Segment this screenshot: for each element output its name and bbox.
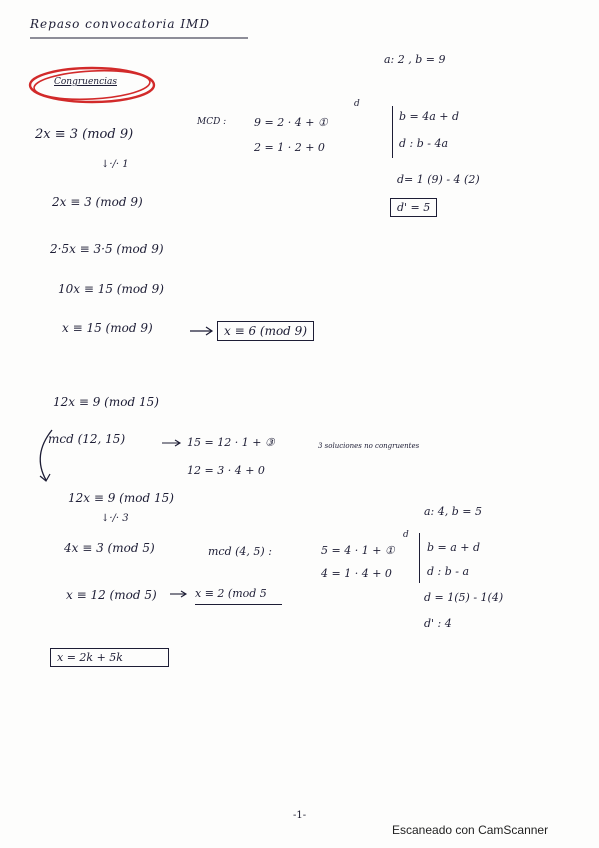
ex2-mcd2-label: mcd (4, 5) : — [208, 545, 272, 558]
ex2-euclid-line2: 12 = 3 · 4 + 0 — [187, 464, 265, 477]
ex2-line2: 12x ≡ 9 (mod 15) — [68, 491, 174, 505]
ex2-system-line1: b = a + d — [427, 541, 481, 554]
ex1-calc: d= 1 (9) - 4 (2) — [397, 173, 480, 186]
ex2-euclid2-line1: 5 = 4 · 1 + ① — [321, 544, 395, 557]
ex2-euclid-line1: 15 = 12 · 1 + ③ — [187, 436, 275, 449]
scanner-footer: Escaneado con CamScanner — [392, 823, 549, 837]
ex1-step-arrow: ↓·/· 1 — [101, 159, 129, 170]
ex2-d-label: d — [403, 530, 409, 540]
ex2-system-line2: d : b - a — [427, 565, 470, 578]
page-number: -1- — [293, 810, 307, 821]
ex1-line3: 2·5x ≡ 3·5 (mod 9) — [50, 242, 164, 256]
ex2-calc: d = 1(5) - 1(4) — [424, 591, 504, 604]
ex1-dprime-box: d' = 5 — [390, 198, 437, 217]
ex2-mcd-line: mcd (12, 15) — [48, 432, 126, 446]
ex1-line4: 10x ≡ 15 (mod 9) — [58, 282, 164, 296]
ex2-result-underline — [195, 604, 282, 605]
ex1-system-bar — [392, 106, 393, 158]
ex2-euclid2-line2: 4 = 1 · 4 + 0 — [321, 567, 392, 580]
ex1-d-label: d — [354, 99, 360, 109]
ex2-line3: 4x ≡ 3 (mod 5) — [64, 541, 155, 555]
top-right-values: a: 2 , b = 9 — [384, 53, 446, 66]
ex2-dprime: d' : 4 — [424, 617, 452, 630]
ex1-euclid-line2: 2 = 1 · 2 + 0 — [254, 141, 325, 154]
page-title: Repaso convocatoria IMD — [30, 17, 210, 31]
ex1-result-box: x ≡ 6 (mod 9) — [217, 321, 314, 341]
ex2-line4: x ≡ 12 (mod 5) — [66, 588, 157, 602]
ex2-euclid-note: 3 soluciones no congruentes — [318, 442, 420, 450]
ex2-general-solution-box: x = 2k + 5k — [50, 648, 169, 667]
ex1-mcd-label: MCD : — [197, 117, 227, 127]
ex2-equation: 12x ≡ 9 (mod 15) — [53, 395, 159, 409]
ex1-euclid-line1: 9 = 2 · 4 + ① — [254, 116, 328, 129]
ex1-system-line1: b = 4a + d — [399, 110, 460, 123]
ex1-line5: x ≡ 15 (mod 9) — [62, 321, 153, 335]
ex1-system-line2: d : b - 4a — [399, 137, 449, 150]
ex2-ab-values: a: 4, b = 5 — [424, 505, 483, 518]
section-badge: Congruencias — [54, 77, 117, 87]
ex2-result: x ≡ 2 (mod 5 — [195, 587, 267, 600]
ex1-line2: 2x ≡ 3 (mod 9) — [52, 195, 143, 209]
ex1-equation: 2x ≡ 3 (mod 9) — [35, 127, 134, 142]
ex2-step-arrow: ↓·/· 3 — [101, 513, 129, 524]
ex2-system-bar — [419, 533, 420, 583]
